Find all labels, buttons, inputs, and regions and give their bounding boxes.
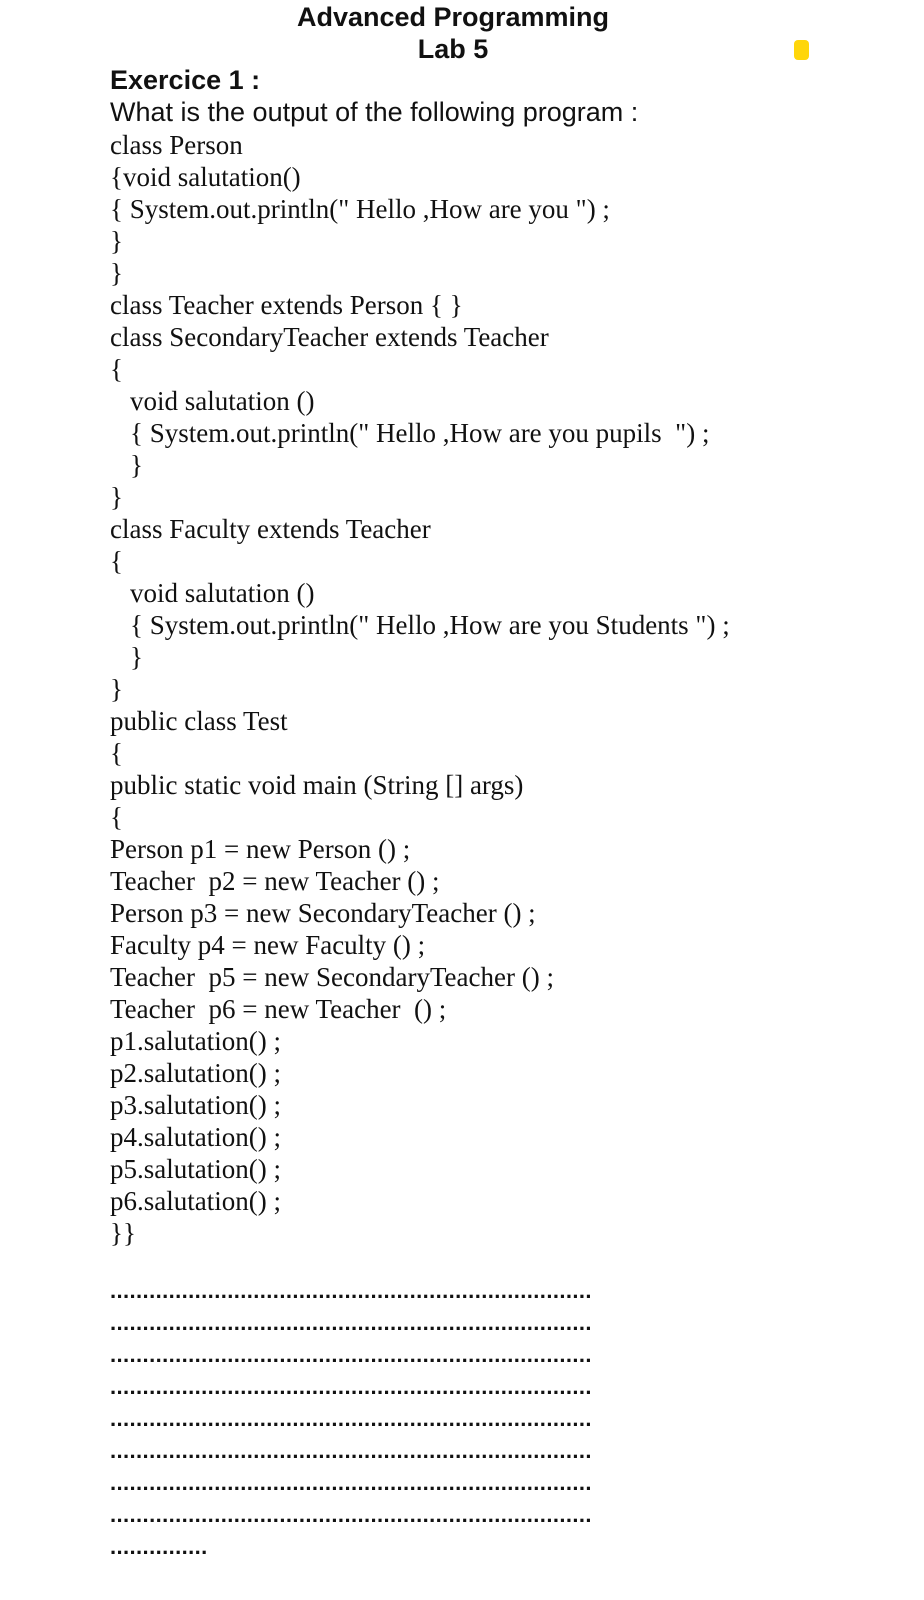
- answer-dotted-line: ..........................................................................: [110, 1278, 592, 1303]
- code-line: Teacher p6 = new Teacher () ;: [110, 994, 447, 1024]
- answer-dotted-line: ..........................................................................: [110, 1502, 592, 1527]
- code-line: Teacher p5 = new SecondaryTeacher () ;: [110, 962, 554, 992]
- code-line: class Teacher extends Person { }: [110, 290, 463, 320]
- code-line: p2.salutation() ;: [110, 1058, 281, 1088]
- code-line: {: [110, 546, 123, 576]
- answer-dotted-line: ..........................................................................: [110, 1310, 592, 1335]
- exercise-heading: Exercice 1 :: [110, 65, 261, 95]
- code-line: }: [110, 482, 123, 512]
- code-line: p4.salutation() ;: [110, 1122, 281, 1152]
- answer-dotted-line: ..........................................................................: [110, 1374, 592, 1399]
- code-line: {: [110, 738, 123, 768]
- code-listing: [110, 129, 730, 1249]
- code-line: public static void main (String [] args): [110, 770, 524, 800]
- code-line: }}: [110, 1218, 136, 1248]
- highlight-marker-icon: [794, 40, 809, 60]
- exercise-question: What is the output of the following program :: [110, 97, 639, 127]
- answer-dotted-line: ..........................................................................: [110, 1406, 592, 1431]
- document-title: Advanced Programming: [296, 2, 610, 32]
- code-line: {: [110, 354, 123, 384]
- lab-number: Lab 5: [417, 34, 489, 64]
- code-line: { System.out.println(" Hello ,How are you Students ") ;: [130, 610, 730, 640]
- code-line: Person p3 = new SecondaryTeacher () ;: [110, 898, 536, 928]
- code-line: class Faculty extends Teacher: [110, 514, 431, 544]
- code-line: void salutation (): [130, 386, 315, 416]
- answer-dotted-line: ..........................................................................: [110, 1342, 592, 1367]
- code-line: { System.out.println(" Hello ,How are you ") ;: [110, 194, 610, 224]
- code-line: {: [110, 802, 123, 832]
- code-line: Faculty p4 = new Faculty () ;: [110, 930, 426, 960]
- code-line: Person p1 = new Person () ;: [110, 834, 411, 864]
- code-line: p6.salutation() ;: [110, 1186, 281, 1216]
- code-line: p1.salutation() ;: [110, 1026, 281, 1056]
- code-line: {void salutation(): [110, 162, 301, 192]
- code-line: class SecondaryTeacher extends Teacher: [110, 322, 549, 352]
- code-line: void salutation (): [130, 578, 315, 608]
- code-line: class Person: [110, 130, 243, 160]
- answer-lines: [110, 1275, 592, 1563]
- code-line: }: [110, 674, 123, 704]
- answer-dotted-line: ..........................................................................: [110, 1470, 592, 1495]
- code-line: public class Test: [110, 706, 288, 736]
- code-line: }: [130, 450, 143, 480]
- code-line: }: [130, 642, 143, 672]
- code-line: p5.salutation() ;: [110, 1154, 281, 1184]
- answer-dotted-line: ..........................................................................: [110, 1438, 592, 1463]
- code-line: }: [110, 226, 123, 256]
- code-line: { System.out.println(" Hello ,How are you pupils ") ;: [130, 418, 710, 448]
- code-line: Teacher p2 = new Teacher () ;: [110, 866, 440, 896]
- code-line: }: [110, 258, 123, 288]
- code-line: p3.salutation() ;: [110, 1090, 281, 1120]
- answer-dotted-line: ...............: [110, 1534, 208, 1559]
